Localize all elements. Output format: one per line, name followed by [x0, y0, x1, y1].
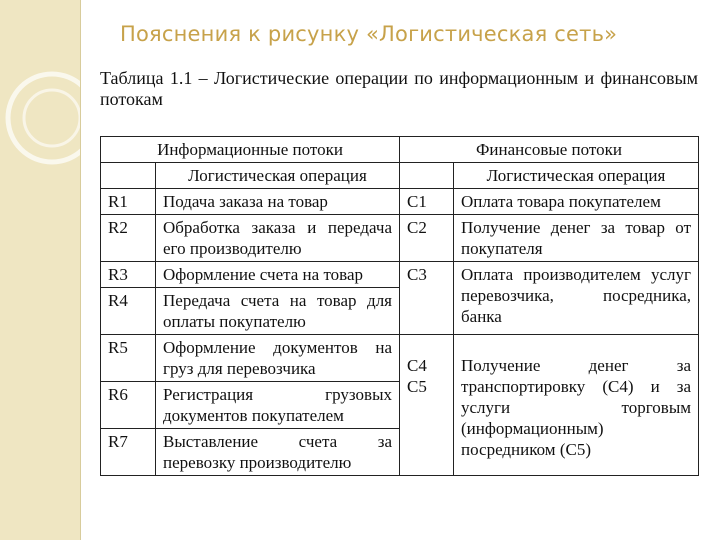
table-row — [101, 189, 699, 215]
fin-operation: Оплата товара покупателем — [454, 189, 699, 215]
info-operation-header: Логистическая операция — [156, 163, 400, 189]
decorative-sidebar — [0, 0, 81, 540]
info-operation: Регистрация грузовых документов покупателем — [156, 382, 400, 429]
info-code: R5 — [101, 335, 156, 382]
slide-title: Пояснения к рисунку «Логистическая сеть» — [120, 22, 618, 46]
table-caption: Таблица 1.1 – Логистические операции по информационным и финансовым потокам — [100, 68, 698, 109]
fin-operation-text: Получение денег за транспортировку (C4) и за услуги торговым (информационным) посредником (C5) — [461, 356, 691, 459]
table-subheader-row — [101, 163, 699, 189]
fin-operation: Оплата производителем услуг перевозчика, посредника, банка — [454, 262, 699, 335]
info-operation: Выставление счета за перевозку производителю — [156, 429, 400, 476]
decorative-circles — [0, 0, 80, 540]
table-header-row — [101, 137, 699, 163]
fin-flows-header: Финансовые потоки — [400, 137, 699, 163]
empty-cell — [400, 163, 454, 189]
fin-code: C1 — [400, 189, 454, 215]
info-code: R2 — [101, 215, 156, 262]
info-operation: Передача счета на товар для оплаты покупателю — [156, 288, 400, 335]
info-code: R3 — [101, 262, 156, 288]
table-row — [101, 335, 699, 382]
info-operation: Обработка заказа и передача его производителю — [156, 215, 400, 262]
table-row — [101, 215, 699, 262]
fin-code: C5 — [407, 377, 427, 396]
fin-operation-header: Логистическая операция — [454, 163, 699, 189]
info-flows-header: Информационные потоки — [101, 137, 400, 163]
fin-operation — [454, 335, 699, 476]
fin-code: C4 — [407, 356, 427, 375]
fin-code: C2 — [400, 215, 454, 262]
info-code: R4 — [101, 288, 156, 335]
info-code: R1 — [101, 189, 156, 215]
info-operation: Оформление счета на товар — [156, 262, 400, 288]
fin-code: C3 — [400, 262, 454, 335]
fin-code-group — [400, 335, 454, 476]
info-operation: Оформление документов на груз для перевозчика — [156, 335, 400, 382]
info-code: R6 — [101, 382, 156, 429]
table-row — [101, 262, 699, 288]
info-operation: Подача заказа на товар — [156, 189, 400, 215]
fin-operation: Получение денег за товар от покупателя — [454, 215, 699, 262]
empty-cell — [101, 163, 156, 189]
info-code: R7 — [101, 429, 156, 476]
operations-table — [100, 136, 699, 476]
